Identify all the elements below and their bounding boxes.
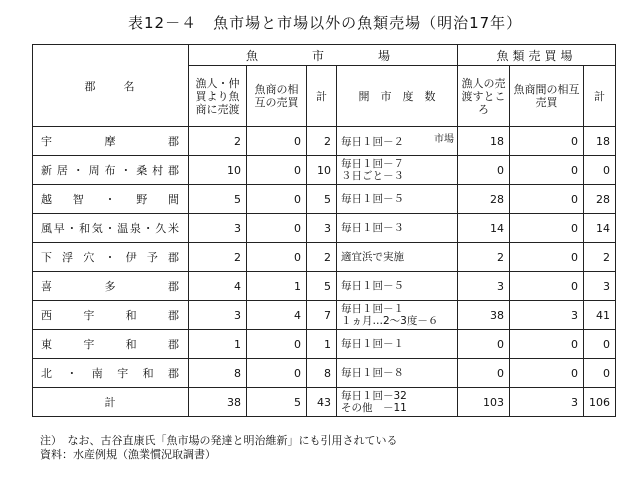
- o-col2-header: 魚商間の相互売買: [510, 66, 584, 127]
- o-col3-cell: 14: [584, 214, 616, 243]
- o-col3-header: 計: [584, 66, 616, 127]
- m-col3-cell: 1: [307, 330, 337, 359]
- kai-line1: 毎日１回－１: [341, 303, 404, 315]
- o-col3-cell: 0: [584, 359, 616, 388]
- m-col4-cell: [337, 243, 458, 272]
- o-col1-cell: 0: [458, 156, 510, 185]
- note-line: 注） なお、古谷直康氏「魚市場の発達と明治維新」にも引用されている: [40, 434, 398, 447]
- notes: [40, 434, 398, 462]
- gun-cell: 北・南宇和郡: [33, 359, 189, 388]
- gun-cell: 越智・野間: [33, 185, 189, 214]
- market-header: 魚 市 場: [189, 45, 458, 66]
- o-col1-cell: 2: [458, 243, 510, 272]
- kai-line1: 毎日１回－５: [341, 280, 404, 292]
- m-col1-cell: 2: [189, 127, 247, 156]
- o-col1-cell: 3: [458, 272, 510, 301]
- o-col1-cell: 103: [458, 388, 510, 417]
- table-row: [33, 214, 616, 243]
- o-col3-cell: 2: [584, 243, 616, 272]
- o-col2-cell: 0: [510, 214, 584, 243]
- table-row: [33, 127, 616, 156]
- o-col2-cell: 0: [510, 330, 584, 359]
- m-col2-cell: 0: [247, 359, 307, 388]
- table-row: [33, 330, 616, 359]
- kai-line1: 毎日１回－８: [341, 367, 404, 379]
- kai-line2: その他 －11: [341, 402, 407, 414]
- kai-line1: 毎日１回－２: [341, 136, 404, 148]
- m-col3-cell: 5: [307, 185, 337, 214]
- table-row: [33, 156, 616, 185]
- gun-cell: 風早・和気・温泉・久米: [33, 214, 189, 243]
- kai-line2: ３日ごと－３: [341, 170, 404, 182]
- o-col2-cell: 0: [510, 359, 584, 388]
- gun-cell: 喜多郡: [33, 272, 189, 301]
- m-col4-header: 開 市 度 数: [337, 66, 458, 127]
- m-col3-cell: 10: [307, 156, 337, 185]
- o-col2-cell: 3: [510, 388, 584, 417]
- m-col1-cell: 10: [189, 156, 247, 185]
- m-col2-cell: 0: [247, 243, 307, 272]
- m-col4-cell: [337, 185, 458, 214]
- kai-line1: 毎日１回－７: [341, 158, 404, 170]
- m-col4-cell: [337, 359, 458, 388]
- m-col2-cell: 4: [247, 301, 307, 330]
- o-col3-cell: 18: [584, 127, 616, 156]
- m-col2-cell: 0: [247, 127, 307, 156]
- gun-cell: 計: [33, 388, 189, 417]
- kai-line1: 毎日１回－32: [341, 390, 407, 402]
- gun-cell: 西宇和郡: [33, 301, 189, 330]
- m-col3-cell: 5: [307, 272, 337, 301]
- m-col3-cell: 43: [307, 388, 337, 417]
- table-row: [33, 359, 616, 388]
- o-col3-cell: 0: [584, 156, 616, 185]
- o-col1-cell: 38: [458, 301, 510, 330]
- kai-line1: 適宜浜で実施: [341, 251, 404, 263]
- o-col3-cell: 106: [584, 388, 616, 417]
- gun-header: 郡 名: [33, 45, 189, 127]
- m-col1-cell: 4: [189, 272, 247, 301]
- gun-cell: 東宇和郡: [33, 330, 189, 359]
- m-col4-cell: [337, 272, 458, 301]
- gun-cell: 宇摩郡: [33, 127, 189, 156]
- m-col1-cell: 2: [189, 243, 247, 272]
- m-col1-cell: 3: [189, 214, 247, 243]
- table-row: [33, 272, 616, 301]
- o-col1-cell: 14: [458, 214, 510, 243]
- o-col3-cell: 3: [584, 272, 616, 301]
- m-col2-cell: 5: [247, 388, 307, 417]
- o-col2-cell: 0: [510, 243, 584, 272]
- o-col2-cell: 0: [510, 185, 584, 214]
- table-row: [33, 243, 616, 272]
- m-col2-cell: 0: [247, 156, 307, 185]
- o-col3-cell: 0: [584, 330, 616, 359]
- table-row: [33, 301, 616, 330]
- m-col3-cell: 2: [307, 127, 337, 156]
- m-col1-cell: 8: [189, 359, 247, 388]
- outside-header: 魚類売買場: [458, 45, 616, 66]
- m-col4-cell: [337, 388, 458, 417]
- gun-cell: 新居・周布・桑村郡: [33, 156, 189, 185]
- m-col3-cell: 3: [307, 214, 337, 243]
- table-title: 表12－４ 魚市場と市場以外の魚類売場（明治17年）: [128, 14, 523, 32]
- source-line: 資料：水産例規（漁業慣況取調書）: [40, 448, 216, 461]
- o-col1-cell: 28: [458, 185, 510, 214]
- o-col1-header: 漁人の売渡すところ: [458, 66, 510, 127]
- m-col4-cell: [337, 156, 458, 185]
- m-col3-header: 計: [307, 66, 337, 127]
- o-col3-cell: 28: [584, 185, 616, 214]
- o-col1-cell: 18: [458, 127, 510, 156]
- o-col1-cell: 0: [458, 330, 510, 359]
- o-col3-cell: 41: [584, 301, 616, 330]
- m-col2-cell: 0: [247, 214, 307, 243]
- o-col2-cell: 0: [510, 127, 584, 156]
- table-row: [33, 388, 616, 417]
- m-col2-cell: 1: [247, 272, 307, 301]
- kai-line2: 市場: [434, 134, 455, 145]
- m-col4-cell: [337, 214, 458, 243]
- o-col2-cell: 3: [510, 301, 584, 330]
- o-col1-cell: 0: [458, 359, 510, 388]
- fish-market-table: [32, 44, 616, 417]
- m-col1-cell: 1: [189, 330, 247, 359]
- o-col2-cell: 0: [510, 156, 584, 185]
- m-col4-cell: [337, 301, 458, 330]
- m-col2-cell: 0: [247, 185, 307, 214]
- kai-line2: １ヵ月…2～3度－６: [341, 315, 439, 327]
- kai-line1: 毎日１回－５: [341, 193, 404, 205]
- m-col2-cell: 0: [247, 330, 307, 359]
- kai-line1: 毎日１回－１: [341, 338, 404, 350]
- gun-cell: 下浮穴・伊予郡: [33, 243, 189, 272]
- m-col4-cell: [337, 127, 458, 156]
- m-col1-cell: 3: [189, 301, 247, 330]
- m-col2-header: 魚商の相互の売買: [247, 66, 307, 127]
- m-col4-cell: [337, 330, 458, 359]
- m-col3-cell: 8: [307, 359, 337, 388]
- m-col1-header: 漁人・仲買より魚商に売渡: [189, 66, 247, 127]
- kai-line1: 毎日１回－３: [341, 222, 404, 234]
- table-row: [33, 185, 616, 214]
- m-col1-cell: 38: [189, 388, 247, 417]
- m-col3-cell: 2: [307, 243, 337, 272]
- m-col1-cell: 5: [189, 185, 247, 214]
- o-col2-cell: 0: [510, 272, 584, 301]
- m-col3-cell: 7: [307, 301, 337, 330]
